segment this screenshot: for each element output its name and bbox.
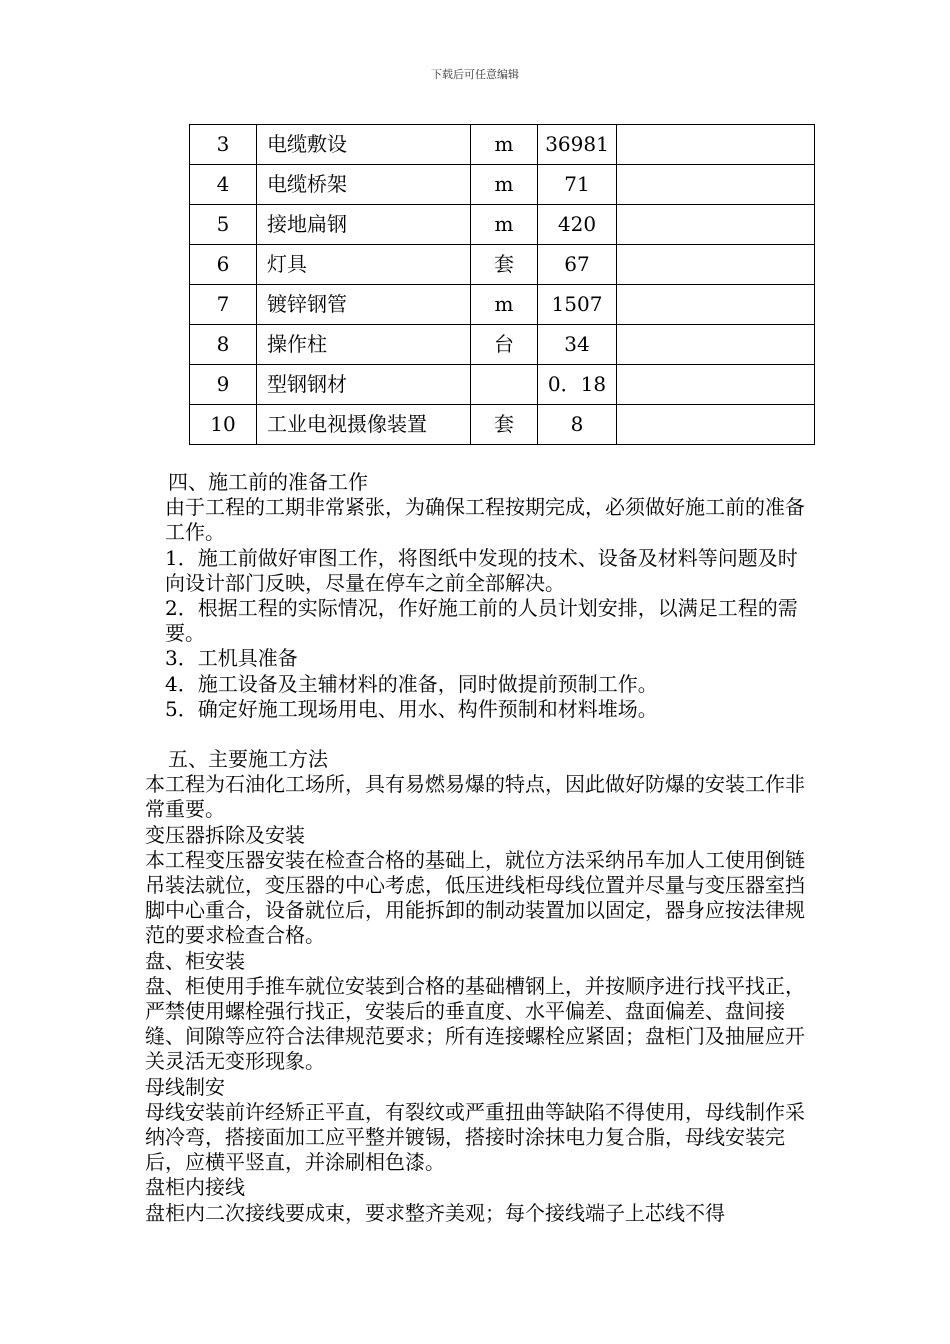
- table-row: [190, 325, 815, 365]
- table-row: [190, 365, 815, 405]
- subsection-title: 盘、柜安装: [145, 948, 245, 973]
- item-unit: m: [471, 125, 538, 165]
- item-unit: m: [471, 165, 538, 205]
- item-quantity: 34: [538, 325, 617, 365]
- item-remark: [617, 125, 815, 165]
- row-number: 5: [190, 205, 257, 245]
- section-4-heading: 四、施工前的准备工作: [168, 470, 368, 494]
- section-5-heading: 五、主要施工方法: [168, 747, 328, 772]
- table-row: [190, 245, 815, 285]
- item-remark: [617, 365, 815, 405]
- item-name: 镀锌钢管: [257, 285, 471, 325]
- subsection-text: 本工程变压器安装在检查合格的基础上，就位方法采纳吊车加人工使用倒链吊装法就位，变压器的中心考虑，低压进线柜母线位置并尽量与变压器室挡脚中心重合，设备就位后，用能拆卸的制动装置加以固定，器身应按法律规范的要求检查合格。: [145, 847, 805, 948]
- section-5-intro: 本工程为石油化工场所，具有易燃易爆的特点，因此做好防爆的安装工作非常重要。: [145, 772, 805, 822]
- section-4-item: 5．确定好施工现场用电、用水、构件预制和材料堆场。: [165, 696, 658, 721]
- item-remark: [617, 245, 815, 285]
- section-4-item: 4．施工设备及主辅材料的准备，同时做提前预制工作。: [165, 671, 658, 696]
- item-quantity: 0．18: [538, 365, 617, 405]
- table-row: [190, 125, 815, 165]
- section-4-intro: 由于工程的工期非常紧张，为确保工程按期完成，必须做好施工前的准备工作。: [165, 495, 805, 545]
- table-row: [190, 205, 815, 245]
- item-name: 工业电视摄像装置: [257, 405, 471, 445]
- item-remark: [617, 165, 815, 205]
- section-4-item: 3．工机具准备: [165, 646, 298, 671]
- item-quantity: 8: [538, 405, 617, 445]
- item-remark: [617, 325, 815, 365]
- item-remark: [617, 285, 815, 325]
- row-number: 10: [190, 405, 257, 445]
- item-name: 操作柱: [257, 325, 471, 365]
- item-unit: m: [471, 285, 538, 325]
- item-unit: 台: [471, 325, 538, 365]
- materials-table: [189, 124, 815, 445]
- document-body: [145, 470, 810, 1226]
- subsection-title: 母线制安: [145, 1074, 225, 1099]
- row-number: 4: [190, 165, 257, 205]
- item-unit: 套: [471, 245, 538, 285]
- item-name: 电缆桥架: [257, 165, 471, 205]
- section-4-item: 1．施工前做好审图工作，将图纸中发现的技术、设备及材料等问题及时向设计部门反映，尽量在停车之前全部解决。: [165, 545, 798, 595]
- row-number: 9: [190, 365, 257, 405]
- subsection-text: 盘、柜使用手推车就位安装到合格的基础槽钢上，并按顺序进行找平找正，严禁使用螺栓强行找正，安装后的垂直度、水平偏差、盘面偏差、盘间接缝、间隙等应符合法律规范要求；所有连接螺栓应紧固；盘柜门及抽屉应开关灵活无变形现象。: [145, 973, 805, 1074]
- item-name: 灯具: [257, 245, 471, 285]
- item-unit: [471, 365, 538, 405]
- item-quantity: 420: [538, 205, 617, 245]
- item-name: 接地扁钢: [257, 205, 471, 245]
- row-number: 7: [190, 285, 257, 325]
- item-remark: [617, 205, 815, 245]
- item-remark: [617, 405, 815, 445]
- item-quantity: 1507: [538, 285, 617, 325]
- row-number: 3: [190, 125, 257, 165]
- item-quantity: 36981: [538, 125, 617, 165]
- table-row: [190, 165, 815, 205]
- item-quantity: 71: [538, 165, 617, 205]
- row-number: 6: [190, 245, 257, 285]
- subsection-title: 变压器拆除及安装: [145, 822, 305, 847]
- item-name: 型钢钢材: [257, 365, 471, 405]
- subsection-title: 盘柜内接线: [145, 1175, 245, 1200]
- item-unit: 套: [471, 405, 538, 445]
- subsection-text: 盘柜内二次接线要成束，要求整齐美观；每个接线端子上芯线不得: [145, 1200, 725, 1225]
- page-header: 下载后可任意编辑: [431, 68, 519, 81]
- table-row: [190, 405, 815, 445]
- subsection-text: 母线安装前许经矫正平直，有裂纹或严重扭曲等缺陷不得使用，母线制作采纳冷弯，搭接面加工应平整并镀锡，搭接时涂抹电力复合脂，母线安装完后，应横平竖直，并涂刷相色漆。: [145, 1099, 805, 1175]
- item-unit: m: [471, 205, 538, 245]
- item-quantity: 67: [538, 245, 617, 285]
- row-number: 8: [190, 325, 257, 365]
- item-name: 电缆敷设: [257, 125, 471, 165]
- table-row: [190, 285, 815, 325]
- section-4-item: 2．根据工程的实际情况，作好施工前的人员计划安排，以满足工程的需要。: [165, 596, 798, 646]
